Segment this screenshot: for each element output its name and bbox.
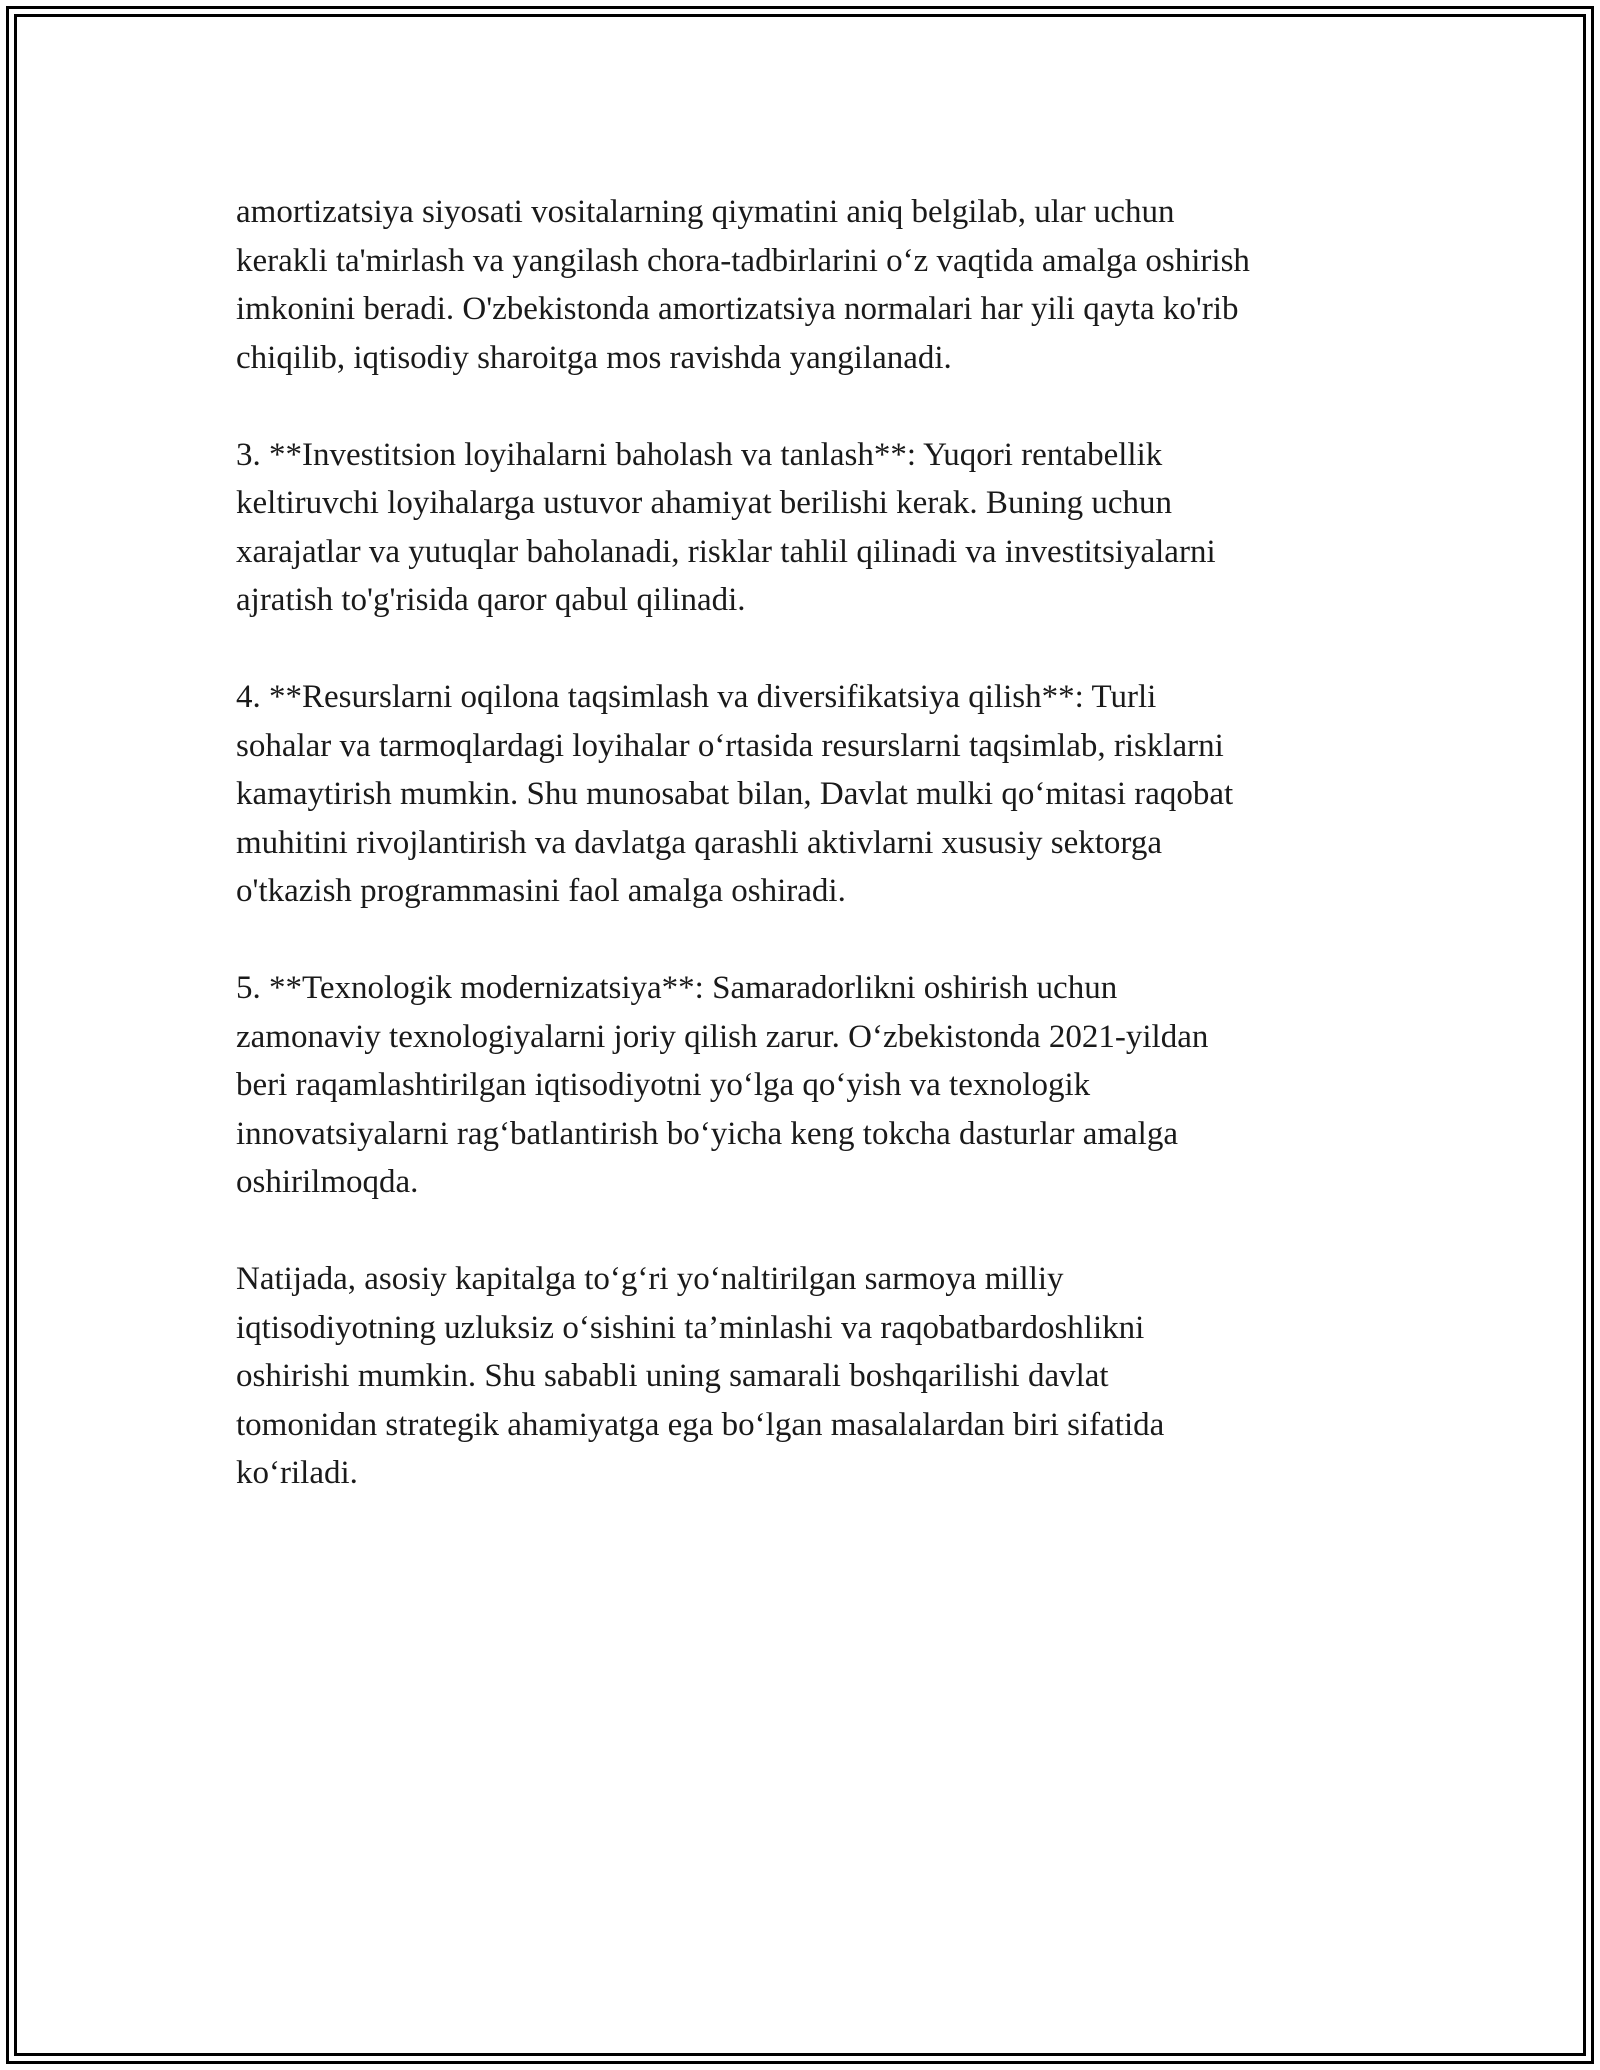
document-body [236,188,1386,1546]
text-line: 5. **Texnologik modernizatsiya**: Samaradorlikni oshirish uchun [236,970,1118,1006]
paragraph-conclusion [236,1255,1386,1498]
paragraph-item-4 [236,673,1386,916]
text-line: imkonini beradi. O'zbekistonda amortizatsiya normalari har yili qayta ko'rib [236,291,1239,327]
paragraph-amortization [236,188,1386,382]
text-line: beri raqamlashtirilgan iqtisodiyotni yo‘lga qo‘yish va texnologik [236,1067,1091,1103]
paragraph-item-3 [236,431,1386,625]
text-line: 4. **Resurslarni oqilona taqsimlash va diversifikatsiya qilish**: Turli [236,679,1157,715]
text-line: Natijada, asosiy kapitalga to‘g‘ri yo‘naltirilgan sarmoya milliy [236,1261,1064,1297]
text-line: iqtisodiyotning uzluksiz o‘sishini ta’minlashi va raqobatbardoshlikni [236,1309,1145,1346]
paragraph-item-5 [236,964,1386,1207]
text-line: muhitini rivojlantirish va davlatga qarashli aktivlarni xususiy sektorga [236,824,1162,861]
text-line: ko‘riladi. [236,1455,358,1491]
text-line: ajratish to'g'risida qaror qabul qilinadi. [236,582,746,618]
text-line: kamaytirish mumkin. Shu munosabat bilan, Davlat mulki qo‘mitasi raqobat [236,776,1234,812]
text-line: chiqilib, iqtisodiy sharoitga mos ravishda yangilanadi. [236,339,952,376]
text-line: sohalar va tarmoqlardagi loyihalar o‘rtasida resurslarni taqsimlab, risklarni [236,727,1224,764]
text-line: keltiruvchi loyihalarga ustuvor ahamiyat berilishi kerak. Buning uchun [236,485,1173,521]
text-line: oshirilmoqda. [236,1164,419,1200]
text-line: xarajatlar va yutuqlar baholanadi, risklar tahlil qilinadi va investitsiyalarni [236,533,1216,570]
text-line: innovatsiyalarni rag‘batlantirish bo‘yicha keng tokcha dasturlar amalga [236,1115,1178,1152]
text-line: amortizatsiya siyosati vositalarning qiymatini aniq belgilab, ular uchun [236,194,1175,230]
text-line: tomonidan strategik ahamiyatga ega bo‘lgan masalalardan biri sifatida [236,1406,1165,1443]
text-line: o'tkazish programmasini faol amalga oshiradi. [236,873,846,909]
text-line: 3. **Investitsion loyihalarni baholash va tanlash**: Yuqori rentabellik [236,436,1163,473]
text-line: oshirishi mumkin. Shu sababli uning samarali boshqarilishi davlat [236,1358,1109,1394]
text-line: kerakli ta'mirlash va yangilash chora-tadbirlarini o‘z vaqtida amalga oshirish [236,242,1250,279]
text-line: zamonaviy texnologiyalarni joriy qilish zarur. O‘zbekistonda 2021-yildan [236,1018,1209,1055]
